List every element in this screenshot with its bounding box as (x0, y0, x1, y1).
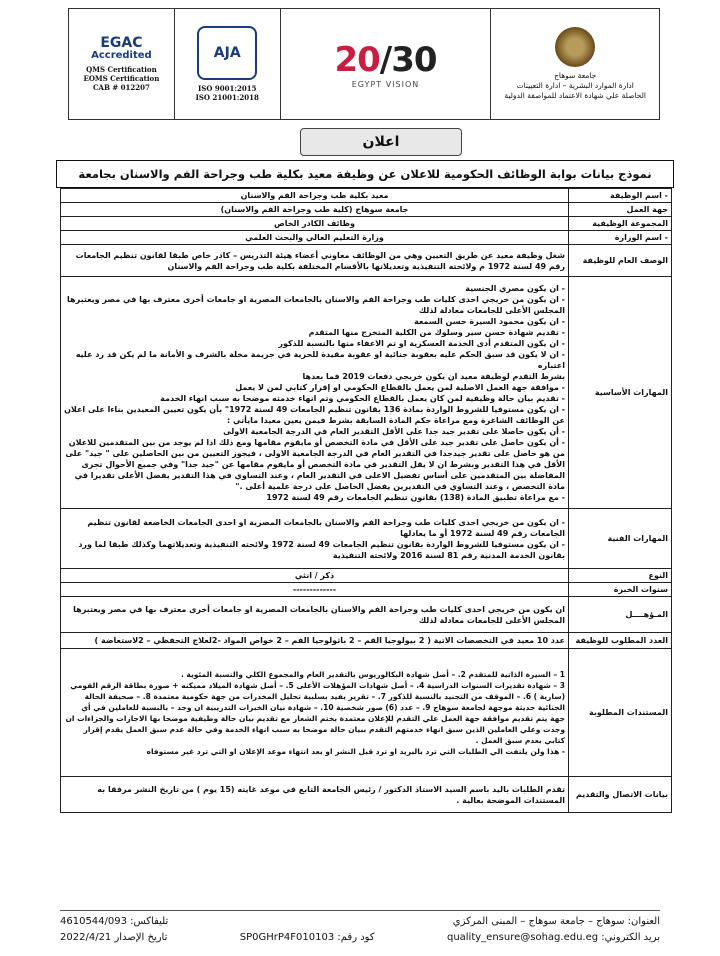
university-name: جامعة سوهاج (554, 71, 597, 80)
letterhead (68, 8, 660, 120)
table-row: - اسم الوظيفة معيد بكلية طب وجراحة الفم والاسنان (61, 189, 672, 203)
footer-issue-date: تاريخ الإصدار 2022/4/21 (60, 932, 168, 943)
footer (60, 914, 660, 946)
table-row: - اسم الوزارة وزارة التعليم العالي والبحث العلمي (61, 231, 672, 245)
accreditation-note: الحاصلة علي شهادة الاعتماد للمواصفة الدولية (504, 91, 646, 100)
footer-divider (60, 910, 660, 911)
announcement-title: اعلان (300, 128, 462, 156)
egac-logo: EGAC (100, 35, 143, 51)
footer-email: بريد الكتروني: quality_ensure@sohag.edu.eg (446, 932, 660, 943)
table-row: بيانات الاتصال والتقديم تقدم الطلبات باليد باسم السيد الاستاذ الدكتور / رئيس الجامعة التابع في موعد غايته (15 يوم ) من تاريخ النشر مرفقا به المستندات الموضحة بعالية . (61, 777, 672, 813)
egac-accreditation-block (69, 9, 175, 119)
egypt-vision-2030-block (281, 9, 492, 119)
table-row: المستندات المطلوبة 1 – السيرة الذاتية للمتقدم 2. – أصل شهادة البكالوريوس بالتقدير العام والمجموع الكلي والنسبة المئوية . 3 – شهادة تقديرات السنوات الدراسية 4. – أصل شهادات المؤهلات الأعلى 5. – أصل شهادة الميلاد مميكنه + صورة بطاقة الرقم القومي (سارية ) 6. – الموقف من التجنيد بالنسبة للذكور 7. – تقرير يفيد بسلبية تحليل المخدرات من جهة حكومية معتمدة 8. – صحيفة الحالة الجنائية حديثة موجهة لجامعة سوهاج 9. – عدد (6) صور شخصية 10. – شهادة بيان الخبرات التدريبية ان وجد – بالنسبة للعاملين في أي جهة يتم تقديم موافقة جهة العمل علي التقدم للإعلان معتمدة بختم الشعار مع تقديم بيان حالة وظيفية موضحا بها الاجازات والجزاءات ان وجدت وعلي العاملين الذين سبق انهاء خدمتهم التقدم ببيان حالة موضحا به سبب انهاء الخدمة وفي حالة عدم سبق العمل يقدم إقرار كتابي بعدم سبق العمل . - هذا ولن يلتفت الي الطلبات التي ترد بالبريد او ترد قبل النشر او بعد انتهاء موعد الإعلان او التي ترد غير مستوفاه (61, 649, 672, 777)
aja-certification-block (175, 9, 281, 119)
aja-logo: AJA (197, 26, 257, 80)
table-row: الوصف العام للوظيفة شغل وظيفة معيد عن طريق التعيين وهي من الوظائف معاوني أعضاء هيئة التدريس – كادر خاص طبقا لقانون تنظيم الجامعات رقم 49 لسنة 1972 م ولائحته التنفيذية وتعديلاتها بالأقسام المختلفة بكلية طب وجراحة الفم والاسنان (61, 245, 672, 277)
university-block (491, 9, 659, 119)
footer-address: العنوان: سوهاج – جامعة سوهاج – المبنى المركزي (452, 916, 660, 927)
table-row: المجموعة الوظيفية وظائف الكادر الخاص (61, 217, 672, 231)
egypt-vision-2030-logo: 20/30 (334, 39, 437, 80)
sohag-university-seal-icon (555, 27, 595, 67)
table-row: سنوات الخبرة ------------- (61, 583, 672, 597)
table-row: المهارات الفنية - ان يكون من خريجي احدى كليات طب وجراحة الفم والاسنان بالجامعات المصرية او احدى الجامعات الخاضعة لقانون تنظيم الجامعات رقم 49 لسنة 1972 أو ما يعادلها - ان يكون مستوفيا للشروط الواردة بقانون تنظيم الجامعات 49 لسنة 1972 ولائحته التنفيذية وتعديلاتهما وكذلك طبقا لما ورد بقانون الخدمة المدنية رقم 81 لسنة 2016 ولائحته التنفيذية (61, 509, 672, 569)
job-details-table (60, 188, 672, 813)
table-row: النوع ذكر / انثي (61, 569, 672, 583)
table-row: المـؤهــــل ان يكون من خريجي احدى كليات طب وجراحة الفم والاسنان بالجامعات المصرية او جامعات أخرى معترف بها في مصر ويعتبرها المجلس الأعلى للجامعات معادلة لذلك (61, 597, 672, 633)
table-row: العدد المطلوب للوظيفة عدد 10 معيد في التخصصات الاتية ( 2 بيولوجيا الفم – 2 باثولوجيا الفم – 2 خواص المواد -2لعلاج التحفظي – 2لاستعاضة ) (61, 633, 672, 649)
table-row: المهارات الأساسية - ان يكون مصري الجنسية - ان يكون من خريجي احدى كليات طب وجراحة الفم والاسنان بالجامعات المصرية او جامعات أخرى معترف بها في مصر ويعتبرها المجلس الأعلى للجامعات معادلة لذلك - ان يكون محمود السيرة حسن السمعة - تقديم شهادة حسن سير وسلوك من الكلية المتخرج منها المتقدم - ان يكون المتقدم أدى الخدمة العسكرية او تم الاعفاء منها بالنسبة للذكور - ان لا يكون قد سبق الحكم عليه بعقوبة جنائية او عقوبة مقيدة للحرية في جريمة مخلة بالشرف و الأمانة ما لم يكن قد رد عليه اعتباره بشرط التقدم لوظيفة معيد ان يكون خريجي دفعات 2019 فما بعدها - موافقة جهة العمل الاصلية لمن يعمل بالقطاع الحكومي او إقرار كتابي لمن لا يعمل - تقديم بيان حالة وظيفية لمن كان يعمل بالقطاع الحكومي وتم انهاء خدمته موضحا به سبب انهاء الخدمة - ان يكون مستوفيا للشروط الواردة بمادة 136 بقانون تنظيم الجامعات 49 لسنة 1972" بأن يكون تعيين المعيدين بناءا على اعلان عن الوظائف الشاغرة ومع مراعاة حكم المادة السابقة بشرط فيمن يعين معيدا مايأتي : - أن يكون حاصلا على تقدير جيد جدا على الأقل التقدير العام في الدرجة الجامعية الاولى - أن يكون حاصل على تقدير جيد على الأقل في مادة التخصص أو مايقوم مقامها ومع ذلك اذا لم يوجد من بين المتقدمين للاعلان من هو حاصل على تقدير جيدجدا في التقدير العام في الدرجة الجامعية الاولى ، فيجوز التعيين من بين الحاصلين على " جيد" على الأقل في هذا التقدير وبشرط ان لا يقل التقدير في مادة التخصص أو مايقوم مقامها عن "جيد جدا" وفي جميع الأحوال تجرى المفاضلة بين المتقدمين على أساس تفضيل الاعلى في التقدير العام ، وعند التساوي في هذا التقدير يفضل الأعلى تقديرا في مادة التخصص ، وعند التساوي في التقديرين يفضل الحاصل على درجة علمية أعلى ." - مع مراعاة تطبيق المادة (138) بقانون تنظيم الجامعات رقم 49 لسنة 1972 (61, 277, 672, 509)
footer-phone: تليفاكس: 4610544/093 (60, 916, 169, 927)
footer-code: كود رقم: SP0GHrP4F010103 (239, 932, 375, 943)
egac-certifications: QMS Certification EOMS Certification CAB # 012207 (83, 65, 160, 92)
egypt-vision-label: EGYPT VISION (351, 79, 420, 89)
egac-accredited-label: Accredited (91, 50, 152, 61)
table-row: جهة العمل جامعة سوهاج (كلية طب وجراحة الفم والاسنان) (61, 203, 672, 217)
form-title: نموذج بيانات بوابة الوظائف الحكومية للاعلان عن وظيفة معيد بكلية طب وجراحة الفم والاسنان بجامعة (56, 160, 674, 188)
aja-iso-standards: ISO 9001:2015 ISO 21001:2018 (195, 84, 259, 102)
hr-department: ادارة الموارد البشرية – ادارة التعيينات (516, 81, 634, 90)
